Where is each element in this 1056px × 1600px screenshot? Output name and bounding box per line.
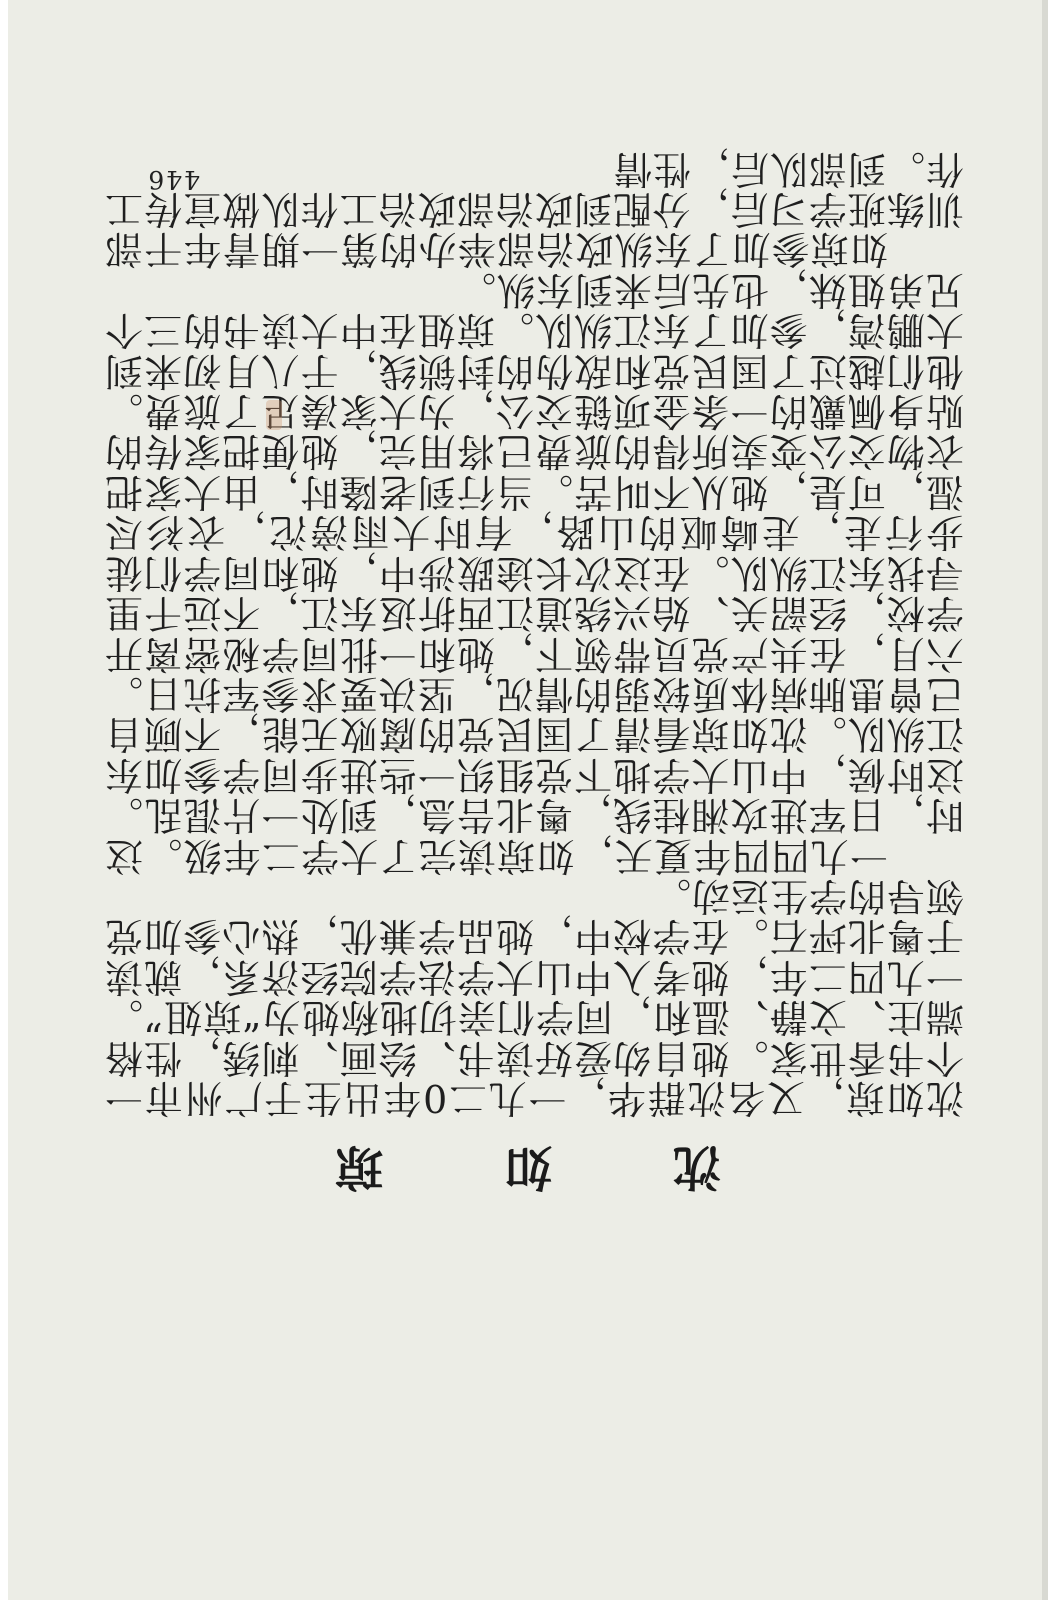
page-number: 446 <box>146 165 200 194</box>
paragraph-3: 如琼参加了东纵政治部举办的第一期青年干部训练班学习后，分配到政治部政治工作队做宣传工作。到部队后，性情 <box>104 146 964 272</box>
paper-stain <box>266 400 282 430</box>
paragraph-2: 一九四四年夏天，如琼读完了大学二年级。这时，日军进攻湘桂线，粤北告急，到处一片混乱。这时候，中山大学地下党组织一些进步同学参加东江纵队。沈如琼看清了国民党的腐败无能，不顾自己曾患肺病体质较弱的情况，坚决要求参军抗日。六月，在共产党员带领下，她和一批同学秘密离开学校，经韶关、始兴绕道江西折返东江，不远千里寻找东江纵队。在这次长途跋涉中，她和同学们徒步行走，走崎岖的山路，有时大雨滂沱，衣衫尽湿，可是，她从不叫苦。当行到老隆时，由大家把衣物交公变卖所得的旅费已将用完，她便把家传的贴身佩戴的一条金项链交公，为大家凑足了旅费。他们越过了国民党和敌伪的封锁线，于八月初来到大鹏湾，参加了东江纵队。琼姐在中大读书的三个兄弟姐妹，也先后来到东纵。 <box>104 267 964 878</box>
page-edge-shadow <box>1042 0 1048 1600</box>
document-page <box>8 0 1048 1600</box>
paragraph-1: 沈如琼，又名沈群华，一九二0年出生于广州市一个书香世家。她自幼爱好读书、绘画、刺绣，性格端庄、文静、温和，同学们亲切地称她为“琼姐”。一九四二年，她考入中山大学法学院经济系，就读于粤北坪石。在学校中，她品学兼优，热心参加党领导的学生运动。 <box>104 873 964 1120</box>
article-title: 沈 如 琼 <box>283 1139 721 1195</box>
article-body <box>104 148 964 1118</box>
rotated-page-content <box>8 0 1048 1600</box>
